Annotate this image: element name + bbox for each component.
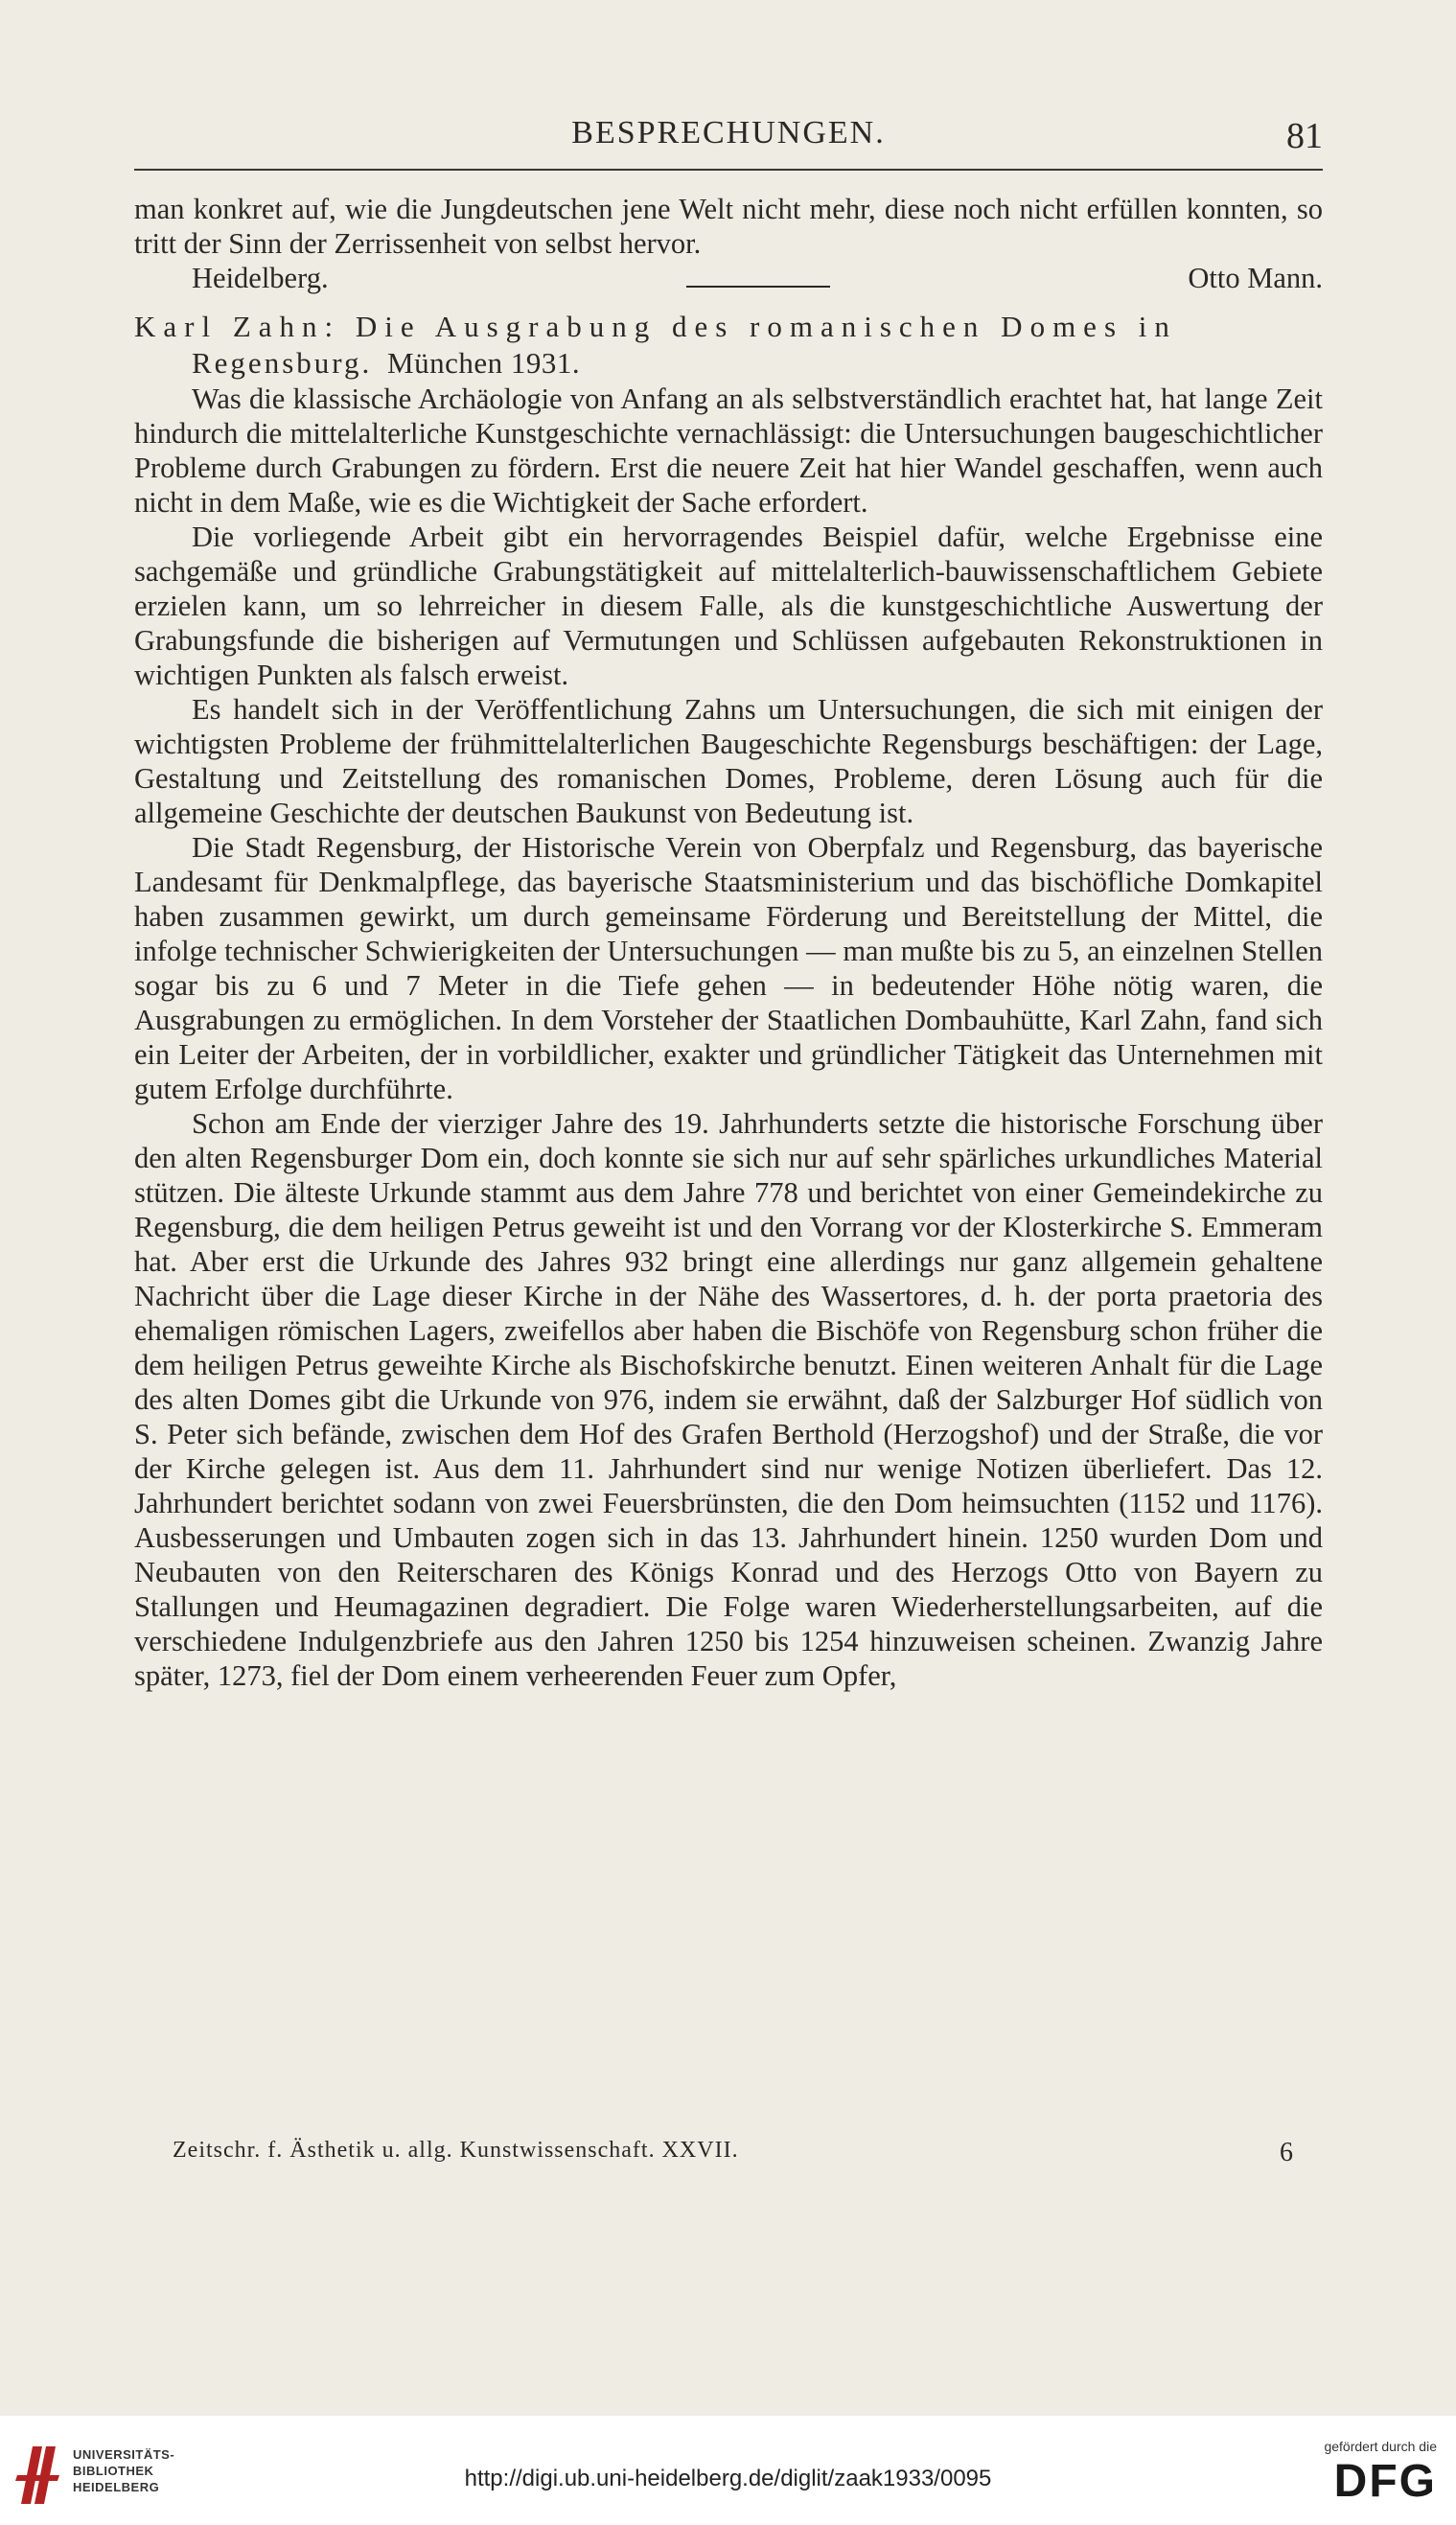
dfg-caption: gefördert durch die	[1324, 2439, 1437, 2454]
dfg-wordmark: DFG	[1333, 2456, 1437, 2507]
review-heading	[134, 309, 1323, 382]
journal-line: Zeitschr. f. Ästhetik u. allg. Kunstwissenschaft. XXVII.	[173, 2138, 739, 2163]
text-body	[134, 192, 1323, 1693]
review-publication: München 1931.	[387, 346, 581, 380]
signature-author: Otto Mann.	[1188, 262, 1323, 294]
paragraph: Die Stadt Regensburg, der Historische Verein von Oberpfalz und Regensburg, das bayerische Landesamt für Denkmalpflege, das bayerische Staatsministerium und das bischöfliche Domkapitel haben zusammen gewirkt, um durch gemeinsame Förderung und Bereitstellung der Mittel, die infolge technischer Schwierigkeiten der Untersuchungen — man mußte bis zu 5, an einzelnen Stellen sogar bis zu 6 und 7 Meter in die Tiefe gehen — in bedeutender Höhe nötig waren, die Ausgrabungen zu ermöglichen. In dem Vorsteher der Staatlichen Dombauhütte, Karl Zahn, fand sich ein Leiter der Arbeiten, der in vorbildlicher, exakter und gründlicher Tätigkeit das Unternehmen mit gutem Erfolge durchführte.	[134, 831, 1323, 1105]
permalink-url[interactable]: http://digi.ub.uni-heidelberg.de/diglit/zaak1933/0095	[464, 2466, 992, 2491]
paragraph: Die vorliegende Arbeit gibt ein hervorragendes Beispiel dafür, welche Ergebnisse eine sachgemäße und gründliche Grabungstätigkeit auf mittelalterlich-bauwissenschaftlichem Gebiete erzielen kann, um so lehrreicher in diesem Falle, als die kunstgeschichtliche Auswertung der Grabungsfunde die bisherigen auf Vermutungen und Schlüssen aufgebauten Rekonstruktionen in wichtigen Punkten als falsch erweist.	[134, 521, 1323, 691]
signature-place: Heidelberg.	[192, 262, 329, 294]
sheet-signature: 6	[1280, 2138, 1294, 2167]
digitization-bar	[0, 2416, 1456, 2525]
header-rule	[134, 169, 1323, 171]
dfg-logo[interactable]	[1264, 2439, 1437, 2515]
separator-dash	[686, 286, 830, 288]
running-header	[134, 107, 1323, 165]
paragraph: Schon am Ende der vierziger Jahre des 19. Jahrhunderts setzte die historische Forschung über den alten Regensburger Dom ein, doch konnte sie sich nur auf sehr spärliches urkundliches Material stützen. Die älteste Urkunde stammt aus dem Jahre 778 und berichtet von einer Gemeindekirche zu Regensburg, die dem heiligen Petrus geweiht ist und den Vorrang vor der Klosterkirche S. Emmeram hat. Aber erst die Urkunde des Jahres 932 bringt eine allerdings nur ganz allgemein gehaltene Nachricht über die Lage dieser Kirche in der Nähe des Wassertores, d. h. der porta praetoria des ehemaligen römischen Lagers, zweifellos aber haben die Bischöfe von Regensburg schon früher die dem heiligen Petrus geweihte Kirche als Bischofskirche benutzt. Einen weiteren Anhalt für die Lage des alten Domes gibt die Urkunde von 976, indem sie erwähnt, daß der Salzburger Hof südlich von S. Peter sich befände, zwischen dem Hof des Grafen Berthold (Herzogshof) und der Straße, die vor der Kirche gelegen ist. Aus dem 11. Jahrhundert sind nur wenige Notizen überliefert. Das 12. Jahrhundert berichtet sodann von zwei Feuersbrünsten, die den Dom heimsuchten (1152 und 1176). Ausbesserungen und Umbauten zogen sich in das 13. Jahrhundert hinein. 1250 wurden Dom und Neubauten von den Reiterscharen des Königs Konrad und des Herzogs Otto von Bayern zu Stallungen und Heumagazinen degradiert. Die Folge waren Wiederherstellungsarbeiten, auf die verschiedene Indulgenzbriefe aus den Jahren 1250 bis 1254 hinzuweisen scheinen. Zwanzig Jahre später, 1273, fiel der Dom einem verheerenden Feuer zum Opfer,	[134, 1107, 1323, 1692]
paragraph: Es handelt sich in der Veröffentlichung Zahns um Untersuchungen, die sich mit einigen der wichtigsten Probleme der frühmittelalterlichen Baugeschichte Regensburgs beschäftigen: der Lage, Gestaltung und Zeitstellung des romanischen Domes, Probleme, deren Lösung auch für die allgemeine Geschichte der deutschen Baukunst von Bedeutung ist.	[134, 693, 1323, 829]
signature-line	[134, 261, 1323, 295]
page-number: 81	[1286, 116, 1323, 156]
review-title: Die Ausgrabung des romanischen Domes in	[355, 310, 1177, 343]
paragraph-continuation: man konkret auf, wie die Jungdeutschen jene Welt nicht mehr, diese noch nicht erfüllen konnten, so tritt der Sinn der Zerrissenheit von selbst hervor.	[134, 193, 1323, 260]
running-title: BESPRECHUNGEN.	[571, 115, 886, 151]
paragraph: Was die klassische Archäologie von Anfang an als selbstverständlich erachtet hat, hat lange Zeit hindurch die mittelalterliche Kunstgeschichte vernachlässigt: die Untersuchungen baugeschichtlicher Probleme durch Grabungen zu fördern. Erst die neuere Zeit hat hier Wandel geschaffen, wenn auch nicht in dem Maße, wie es die Wichtigkeit der Sache erfordert.	[134, 382, 1323, 519]
library-name: UNIVERSITÄTS- BIBLIOTHEK HEIDELBERG	[73, 2447, 175, 2494]
review-place: Regensburg.	[192, 346, 373, 380]
review-author: Karl Zahn:	[134, 310, 341, 343]
page-footer	[134, 2138, 1323, 2176]
